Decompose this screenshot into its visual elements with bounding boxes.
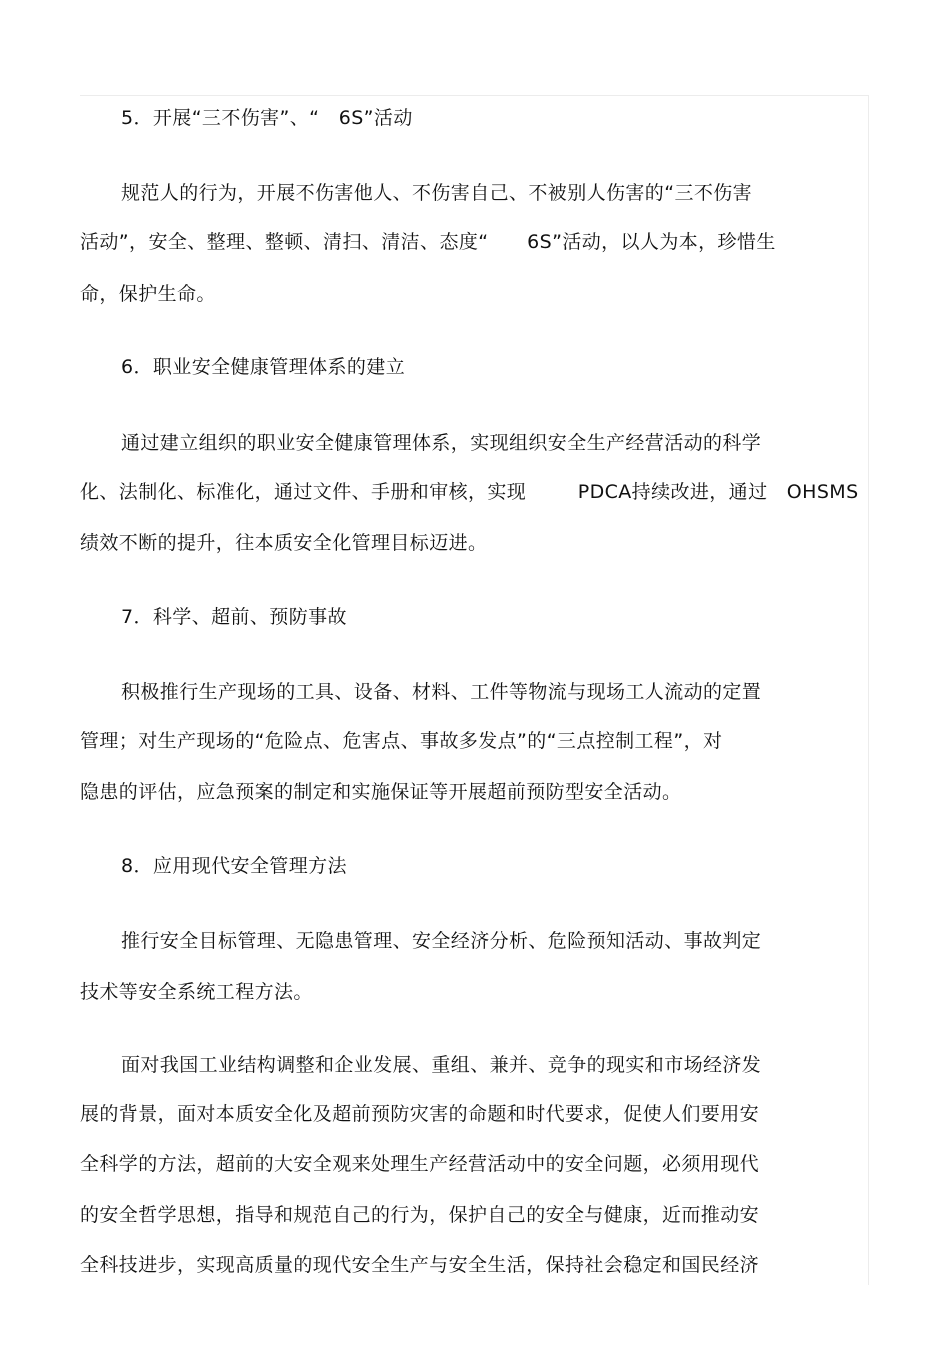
paragraph-line: 通过建立组织的职业安全健康管理体系，实现组织安全生产经营活动的科学	[121, 432, 762, 454]
paragraph-line: 展的背景，面对本质安全化及超前预防灾害的命题和时代要求，促使人们要用安	[80, 1103, 760, 1125]
section-heading-6: 6．职业安全健康管理体系的建立	[121, 356, 406, 378]
paragraph-line: 化、法制化、标准化，通过文件、手册和审核，实现 PDCA持续改进，通过 OHSMS	[80, 481, 859, 503]
paragraph-line: 管理；对生产现场的“危险点、危害点、事故多发点”的“三点控制工程”，对	[80, 730, 723, 752]
section-heading-5: 5．开展“三不伤害”、“ 6S”活动	[121, 107, 413, 129]
paragraph-line: 推行安全目标管理、无隐患管理、安全经济分析、危险预知活动、事故判定	[121, 930, 762, 952]
paragraph-line: 绩效不断的提升，往本质安全化管理目标迈进。	[80, 532, 488, 554]
paragraph-line: 面对我国工业结构调整和企业发展、重组、兼并、竞争的现实和市场经济发	[121, 1054, 762, 1076]
page-top-border	[80, 95, 869, 96]
paragraph-line: 技术等安全系统工程方法。	[80, 981, 313, 1003]
paragraph-line: 全科技进步，实现高质量的现代安全生产与安全生活，保持社会稳定和国民经济	[80, 1254, 760, 1276]
paragraph-line: 积极推行生产现场的工具、设备、材料、工件等物流与现场工人流动的定置	[121, 681, 762, 703]
paragraph-line: 的安全哲学思想，指导和规范自己的行为，保护自己的安全与健康，近而推动安	[80, 1204, 760, 1226]
paragraph-line: 全科学的方法，超前的大安全观来处理生产经营活动中的安全问题，必须用现代	[80, 1153, 760, 1175]
section-heading-8: 8．应用现代安全管理方法	[121, 855, 347, 877]
paragraph-line: 活动”，安全、整理、整顿、清扫、清洁、态度“ 6S”活动，以人为本，珍惜生	[80, 231, 776, 253]
paragraph-line: 命，保护生命。	[80, 283, 216, 305]
paragraph-line: 规范人的行为，开展不伤害他人、不伤害自己、不被别人伤害的“三不伤害	[121, 182, 753, 204]
section-heading-7: 7．科学、超前、预防事故	[121, 606, 347, 628]
paragraph-line: 隐患的评估，应急预案的制定和实施保证等开展超前预防型安全活动。	[80, 781, 682, 803]
